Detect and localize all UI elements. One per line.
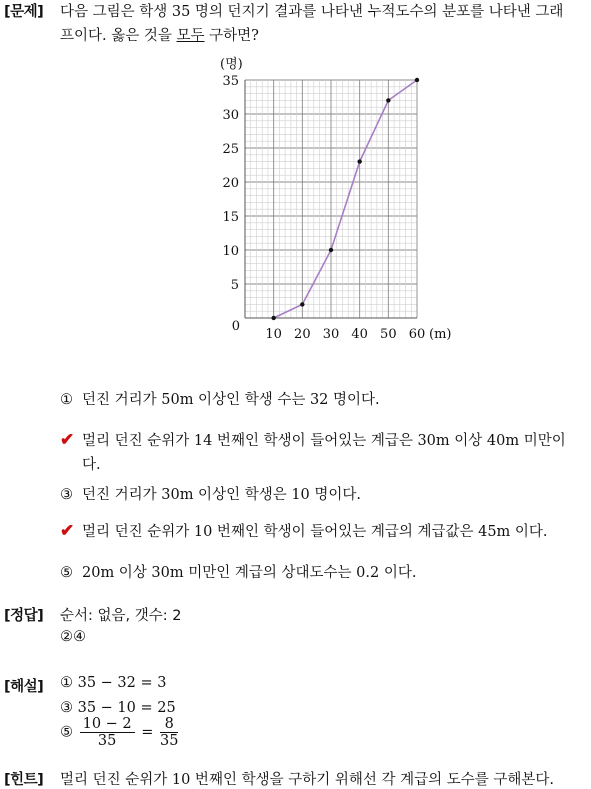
x-axis-label: (m) (429, 327, 452, 342)
y-tick-label: 30 (222, 108, 239, 123)
option-5 (60, 561, 416, 582)
explanation-line3 (60, 716, 180, 749)
option-5-text: 20m 이상 30m 미만인 계급의 상대도수는 0.2 이다. (82, 565, 417, 581)
y-tick-label: 15 (222, 210, 239, 225)
check-icon: ✔ (60, 430, 75, 450)
problem-text-post: 구하면? (204, 28, 259, 44)
option-3-marker: ③ (60, 487, 73, 503)
option-3 (60, 483, 361, 504)
equals-sign: = (141, 724, 154, 741)
answer-line2: ②④ (60, 629, 86, 645)
fraction-2-denominator: 35 (160, 733, 179, 749)
option-1 (60, 388, 380, 409)
y-tick-label: 10 (222, 244, 239, 259)
option-1-text: 던진 거리가 50m 이상인 학생 수는 32 명이다. (82, 392, 380, 408)
option-4 (60, 520, 548, 541)
hint-text: 멀리 던진 순위가 10 번째인 학생을 구하기 위해선 각 계급의 도수를 구해본다. (60, 772, 554, 788)
cumulative-frequency-chart (200, 50, 460, 350)
problem-text-line2 (60, 24, 259, 45)
data-point (415, 78, 419, 82)
y-tick-label: 25 (222, 142, 239, 157)
data-point (357, 159, 361, 163)
fraction-1-denominator: 35 (97, 733, 117, 749)
x-tick-label: 50 (380, 327, 397, 342)
answer-tag: [정답] (4, 608, 44, 624)
x-tick-label: 10 (265, 327, 282, 342)
explanation-line1: ① 35 − 32 = 3 (60, 675, 167, 691)
cumulative-frequency-line (274, 80, 417, 318)
explanation-line2: ③ 35 − 10 = 25 (60, 700, 176, 716)
y-axis-label: (명) (220, 57, 243, 72)
explanation-tag: [해설] (4, 679, 44, 695)
option-3-text: 던진 거리가 30m 이상인 학생은 10 명이다. (82, 487, 362, 503)
option-2 (60, 429, 566, 450)
x-tick-label: 60 (408, 327, 426, 342)
problem-text-pre: 프이다. 옳은 것을 (60, 28, 177, 44)
x-tick-label: 30 (322, 327, 340, 342)
option-2-text: 멀리 던진 순위가 14 번째인 학생이 들어있는 계급은 30m 이상 40m 미만이 (82, 433, 566, 449)
option-5-marker: ⑤ (60, 565, 73, 581)
y-tick-label: 5 (230, 278, 239, 293)
option-4-text: 멀리 던진 순위가 10 번째인 학생이 들어있는 계급의 계급값은 45m 이다. (82, 524, 548, 540)
problem-text-underlined: 모두 (176, 28, 205, 44)
origin-label: 0 (231, 319, 240, 334)
option-1-marker: ① (60, 392, 73, 408)
fraction-2-numerator: 8 (160, 716, 178, 733)
hint-tag: [힌트] (4, 772, 44, 788)
fraction-1-numerator: 10 − 2 (80, 716, 135, 733)
data-point (271, 316, 275, 320)
y-tick-label: 20 (222, 176, 239, 191)
fraction-1 (80, 716, 135, 749)
explanation-line3-marker: ⑤ (60, 724, 73, 741)
y-tick-label: 35 (222, 74, 239, 89)
answer-line1: 순서: 없음, 갯수: 2 (60, 608, 182, 624)
problem-tag: [문제] (4, 4, 44, 20)
problem-text-line1: 다음 그림은 학생 35 명의 던지기 결과를 나타낸 누적도수의 분포를 나타낸 그래 (60, 4, 564, 20)
x-tick-label: 40 (351, 327, 368, 342)
option-2-text-cont: 다. (82, 457, 101, 473)
check-icon: ✔ (60, 521, 75, 541)
x-tick-label: 20 (294, 327, 311, 342)
data-point (300, 302, 304, 306)
fraction-2 (160, 716, 178, 749)
data-point (386, 98, 390, 102)
data-point (329, 248, 333, 252)
